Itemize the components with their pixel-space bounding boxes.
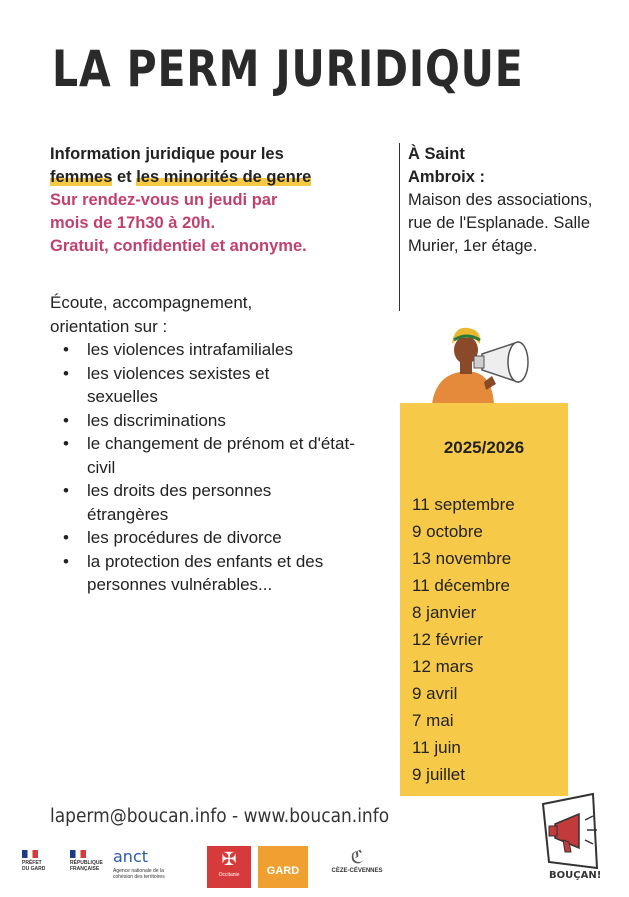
date-item: 9 octobre: [412, 522, 483, 541]
services-intro-line1: Écoute, accompagnement,: [50, 293, 253, 312]
gard-logo: [258, 846, 308, 888]
boucan-label: BOUÇAN!: [549, 870, 602, 881]
anct-text: Agence nationale de la cohésion des territoires: [113, 868, 165, 880]
list-item-text: le changement de prénom et d'état-civil: [87, 434, 355, 477]
occitanie-label: Occitanie: [218, 872, 240, 878]
rdv-line2: mois de 17h30 à 20h.: [50, 214, 216, 232]
date-item: 9 juillet: [412, 765, 465, 784]
services-intro-line2: orientation sur :: [50, 316, 168, 336]
minorites-highlight: les minorités de genre: [136, 168, 312, 186]
date-item: 12 mars: [412, 657, 474, 676]
prefet-label: PRÉFET DU GARD: [22, 860, 46, 872]
location-heading: À Saint Ambroix :: [408, 145, 486, 186]
date-item: 11 juin: [412, 738, 461, 757]
list-item: [50, 479, 380, 526]
anct-logo: [113, 848, 203, 880]
intro-et: et: [112, 168, 137, 186]
occitanie-logo: ✠ Occitanie: [207, 846, 251, 888]
list-item: • les discriminations: [50, 409, 380, 433]
list-item-text: les droits des personnes étrangères: [87, 481, 272, 524]
ceze-label: CÈZE-CÉVENNES: [331, 868, 383, 874]
intro-line2: [50, 166, 380, 189]
person-shirt: [432, 372, 494, 404]
date-item: 7 mai: [412, 711, 454, 730]
dates-list: [412, 491, 515, 788]
republique-logo: [70, 850, 110, 872]
intro-block: [50, 143, 380, 258]
intro-line1: Information juridique pour les: [50, 145, 284, 163]
list-item: • les violences intrafamiliales: [50, 338, 380, 362]
megaphone-person-illustration: [422, 324, 542, 404]
list-item-text: la protection des enfants et des personnes vulnérables...: [87, 551, 324, 594]
prefet-logo: [22, 850, 62, 872]
date-item: 11 septembre: [412, 495, 515, 514]
services-list: [50, 338, 380, 597]
location-block: [399, 143, 598, 311]
dates-panel: [400, 403, 568, 796]
list-item: [50, 550, 380, 597]
list-item: • les procédures de divorce: [50, 526, 380, 550]
list-item: [50, 432, 380, 479]
rdv-line1: Sur rendez-vous un jeudi par: [50, 191, 278, 209]
contact-line[interactable]: laperm@boucan.info - www.boucan.info: [50, 806, 390, 827]
boucan-logo: [535, 790, 621, 890]
date-item: 8 janvier: [412, 603, 477, 622]
gard-label: GARD: [266, 865, 300, 877]
page-title: LA PERM JURIDIQUE: [52, 40, 524, 98]
services-block: [50, 291, 380, 597]
ceze-logo: ℭ CÈZE-CÉVENNES: [322, 846, 392, 874]
list-item: [50, 362, 380, 409]
date-item: 12 février: [412, 630, 483, 649]
date-item: 13 novembre: [412, 549, 512, 568]
anct-label: anct: [113, 847, 149, 866]
location-address: Maison des associations, rue de l'Esplanade. Salle Murier, 1er étage.: [408, 191, 593, 255]
list-item-text: les violences sexistes et sexuelles: [87, 363, 270, 406]
gratuit-line: Gratuit, confidentiel et anonyme.: [50, 237, 307, 255]
date-item: 11 décembre: [412, 576, 510, 595]
republique-label: RÉPUBLIQUE FRANÇAISE: [70, 860, 103, 872]
schedule-year: 2025/2026: [443, 438, 525, 457]
femmes-highlight: femmes: [50, 168, 113, 186]
date-item: 9 avril: [412, 684, 458, 703]
